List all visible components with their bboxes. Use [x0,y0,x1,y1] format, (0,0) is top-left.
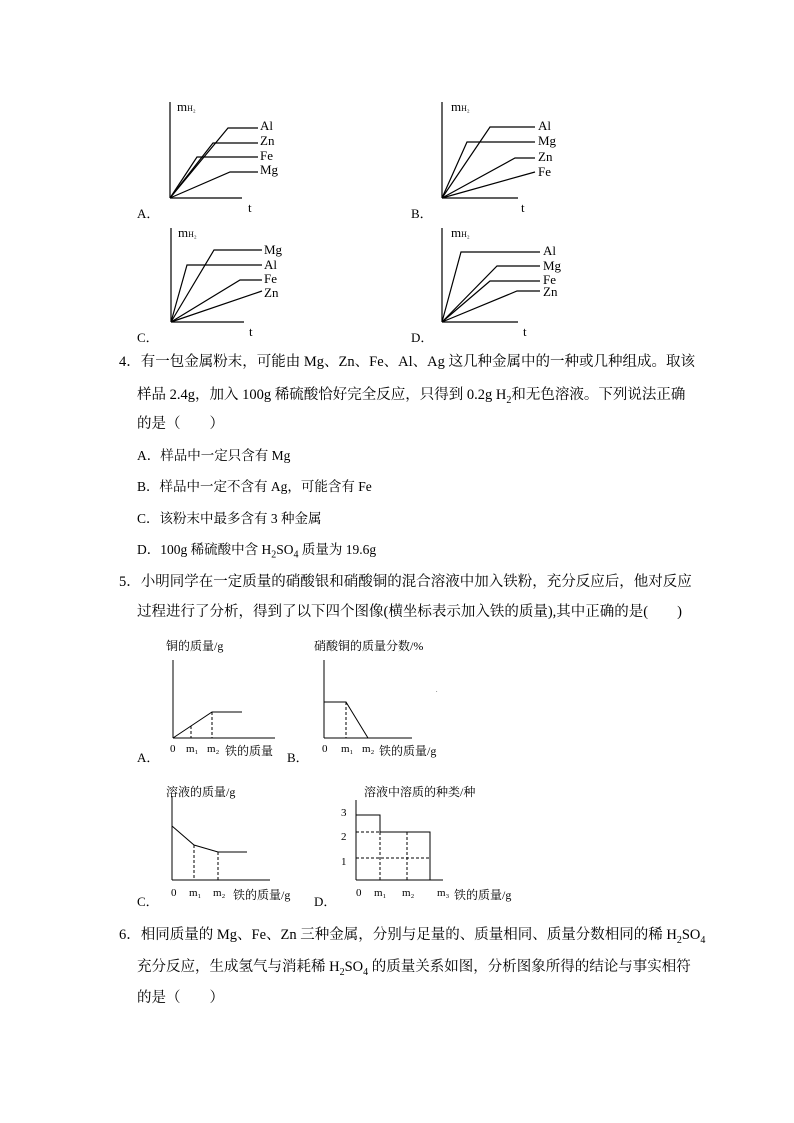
q5-c-m2: m₂ [213,887,226,899]
q5-graph-a [173,660,275,738]
q3-d-letter: D． [411,330,434,345]
q4-line-1: 4．有一包金属粉末，可能由 Mg、Zn、Fe、Al、Ag 这几种金属中的一种或几种组成。取该 [119,354,695,370]
q4-option-b[interactable]: B．样品中一定不含有 Ag，可能含有 Fe [137,479,372,494]
q5-b-m1: m₁ [341,743,354,755]
q5-line-1: 5．小明同学在一定质量的硝酸银和硝酸铜的混合溶液中加入铁粉，充分反应后，他对反应 [119,574,692,590]
q3-graph-d [442,228,540,322]
q5-a-letter: A． [137,750,160,765]
q4-option-d[interactable]: D．100g 稀硫酸中含 $H_2SO_4$ 质量为 19.6g [137,542,377,561]
q5-a-ylabel: 铜的质量/g [166,639,224,653]
q5-d-m3: m₃ [437,887,450,899]
q3-c-ylabel: mH₂ [178,225,197,240]
q5-b-xlabel: 铁的质量/g [379,744,437,758]
q3-c-line-label-1: Mg [264,242,283,257]
q5-d-m1: m₁ [374,887,387,899]
q3-b-letter: B． [411,206,433,221]
q5-b-origin: 0 [322,743,328,755]
q3-a-line-label-3: Fe [260,148,273,163]
q5-d-ytick-3: 3 [341,807,347,819]
q3-a-line-label-1: Al [260,118,273,133]
svg-text:.: . [436,688,438,694]
q3-c-letter: C． [137,330,159,345]
q5-d-letter: D． [314,894,337,909]
q3-b-line-label-1: Al [538,118,551,133]
q5-c-letter: C． [137,894,159,909]
q5-a-m1: m₁ [186,743,199,755]
q3-a-letter: A． [137,206,160,221]
q5-d-ytick-1: 1 [341,856,347,868]
q3-b-line-label-4: Fe [538,164,551,179]
q3-b-ylabel: mH₂ [451,99,470,114]
q5-d-xlabel: 铁的质量/g [454,888,512,902]
q5-c-m1: m₁ [189,887,202,899]
q4-option-a[interactable]: A．样品中一定只含有 Mg [137,448,291,463]
q3-d-line-label-1: Al [543,243,556,258]
q3-d-line-label-3: Fe [543,272,556,287]
q4-line-2: 样品 2.4g，加入 100g 稀硫酸恰好完全反应，只得到 0.2g $H_2$和无色溶液。下列说法正确 [137,387,686,406]
q3-c-line-label-2: Al [264,257,277,272]
q3-graph-b [442,102,535,198]
q3-b-line-label-3: Zn [538,149,553,164]
q3-a-line-label-4: Mg [260,162,279,177]
q3-graphs [0,0,794,345]
q3-c-line-label-3: Fe [264,271,277,286]
q5-graphs [0,630,794,910]
q5-graph-b [324,660,412,738]
q5-c-xlabel: 铁的质量/g [233,888,291,902]
q3-b-line-label-2: Mg [538,133,557,148]
q5-c-origin: 0 [171,887,177,899]
q6-line-1: 6．相同质量的 Mg、Fe、Zn 三种金属，分别与足量的、质量相同、质量分数相同的稀 $H_2SO_4$ [119,927,706,946]
q5-b-ylabel: 硝酸铜的质量分数/% [314,639,424,653]
q3-d-xlabel: t [523,324,527,339]
q5-b-m2: m₂ [362,743,375,755]
q5-d-ylabel: 溶液中溶质的种类/种 [364,785,476,799]
q3-graph-a [170,102,258,198]
q3-c-line-label-4: Zn [264,285,279,300]
q3-graph-c [171,228,262,322]
q5-c-ylabel: 溶液的质量/g [166,785,236,799]
q3-a-line-label-2: Zn [260,133,275,148]
q5-d-origin: 0 [356,887,362,899]
q5-d-ytick-2: 2 [341,831,347,843]
q5-a-xlabel: 铁的质量 [225,744,274,758]
q3-d-line-label-4: Zn [543,284,558,299]
q5-a-m2: m₂ [207,743,220,755]
q3-d-ylabel: mH₂ [451,225,470,240]
q3-b-xlabel: t [521,200,525,215]
q3-a-ylabel: mH₂ [177,99,196,114]
q5-a-origin: 0 [170,743,176,755]
q3-a-xlabel: t [248,200,252,215]
q5-graph-d [356,800,443,880]
q3-c-xlabel: t [249,324,253,339]
q6-line-2: 充分反应，生成氢气与消耗稀 $H_2SO_4$ 的质量关系如图，分析图象所得的结论与事实相符 [137,959,691,978]
q5-graph-c [172,796,270,880]
q5-line-2: 过程进行了分析，得到了以下四个图像(横坐标表示加入铁的质量),其中正确的是( ) [137,604,682,620]
q5-b-letter: B． [287,750,309,765]
q6-line-3: 的是（ ） [137,990,224,1006]
q3-d-line-label-2: Mg [543,258,562,273]
q5-d-m2: m₂ [402,887,415,899]
q4-option-c[interactable]: C．该粉末中最多含有 3 种金属 [137,511,322,526]
q4-line-3: 的是（ ） [137,416,224,432]
